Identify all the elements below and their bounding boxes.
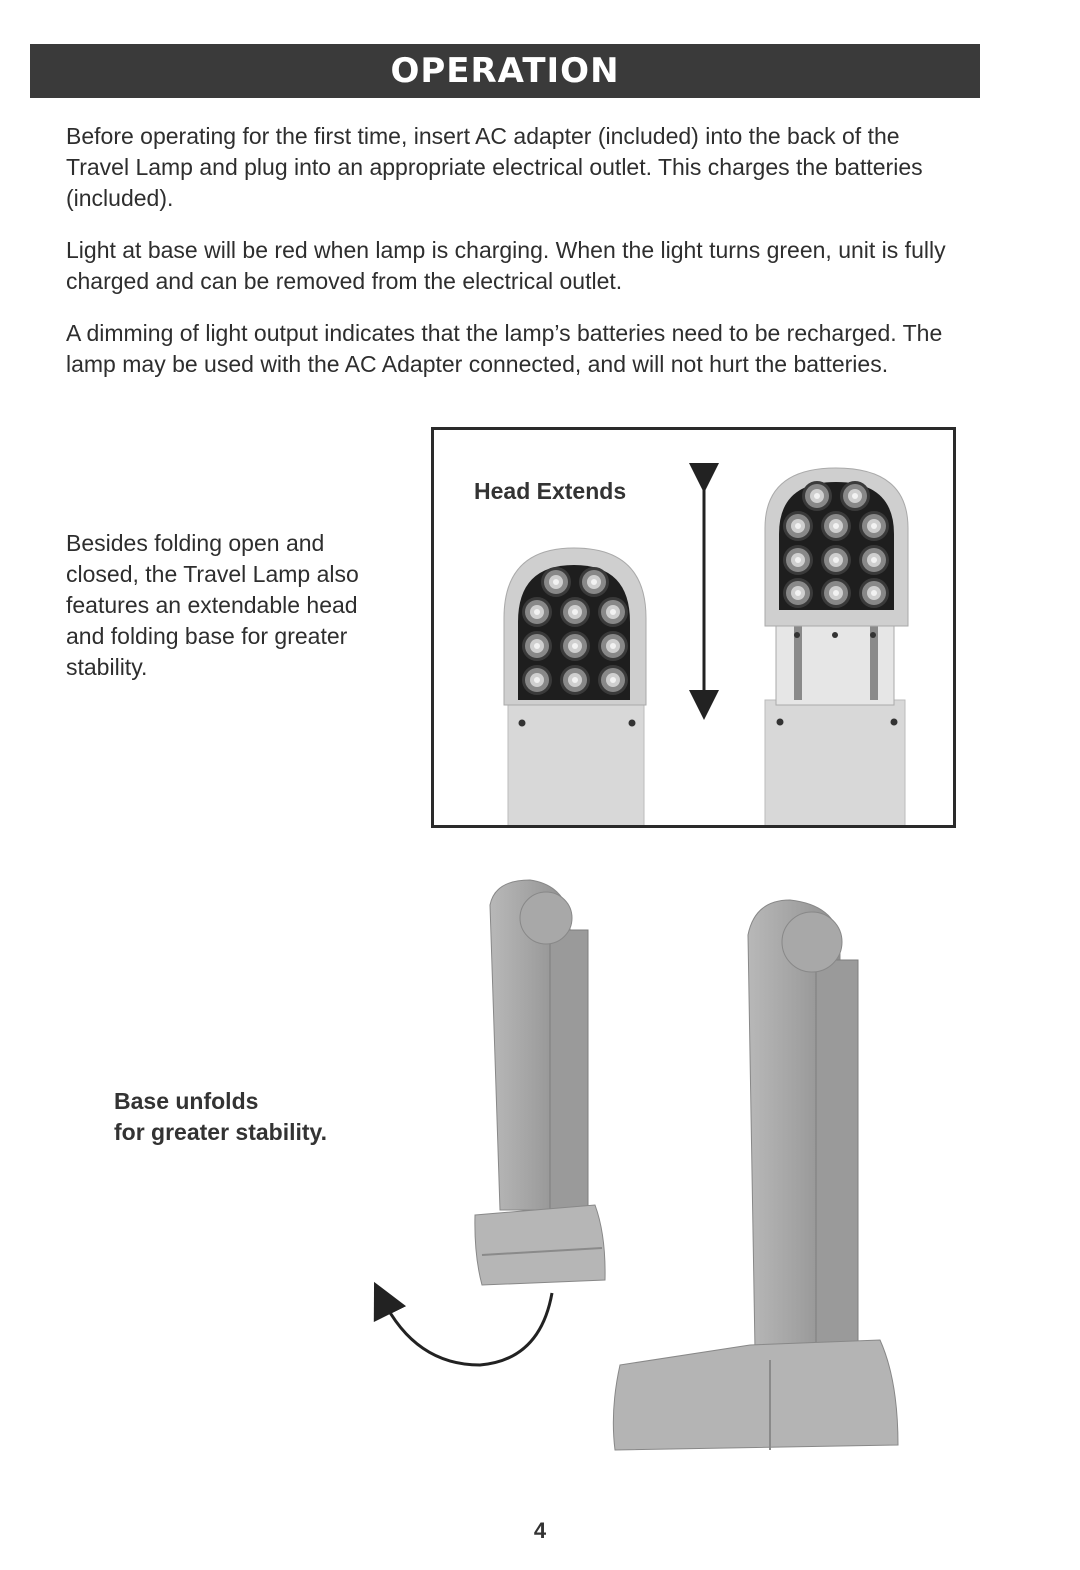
section-title: OPERATION [390, 51, 620, 91]
head-extends-label: Head Extends [474, 478, 627, 504]
page-number: 4 [533, 1518, 547, 1543]
paragraph-charging-instructions: Before operating for the first time, insert AC adapter (included) into the back of the Travel Lamp and plug into an appropriate electrical outlet. This charges the batteries (included). [66, 123, 923, 211]
lamp-head-extended [765, 468, 908, 825]
section-title-bar [30, 44, 980, 98]
unfold-arrow [382, 1293, 552, 1365]
paragraph-dimming: A dimming of light output indicates that the lamp’s batteries need to be recharged. The lamp may be used with the AC Adapter connected, and will not hurt the batteries. [66, 320, 943, 377]
base-caption-line1: Base unfolds [114, 1088, 259, 1114]
base-unfolds-caption [114, 1086, 414, 1148]
base-caption-line2: for greater stability. [114, 1119, 328, 1145]
feature-description: Besides folding open and closed, the Travel Lamp also features an extendable head and folding base for greater stability. [66, 530, 359, 680]
lamp-unfolded-base [613, 900, 898, 1450]
lamp-head-retracted [504, 548, 646, 825]
lamp-folded-base [475, 880, 605, 1285]
paragraph-charge-light: Light at base will be red when lamp is charging. When the light turns green, unit is fully charged and can be removed from the electrical outlet. [66, 237, 946, 294]
folding-base-illustration [370, 860, 930, 1480]
head-extends-figure [431, 427, 956, 828]
